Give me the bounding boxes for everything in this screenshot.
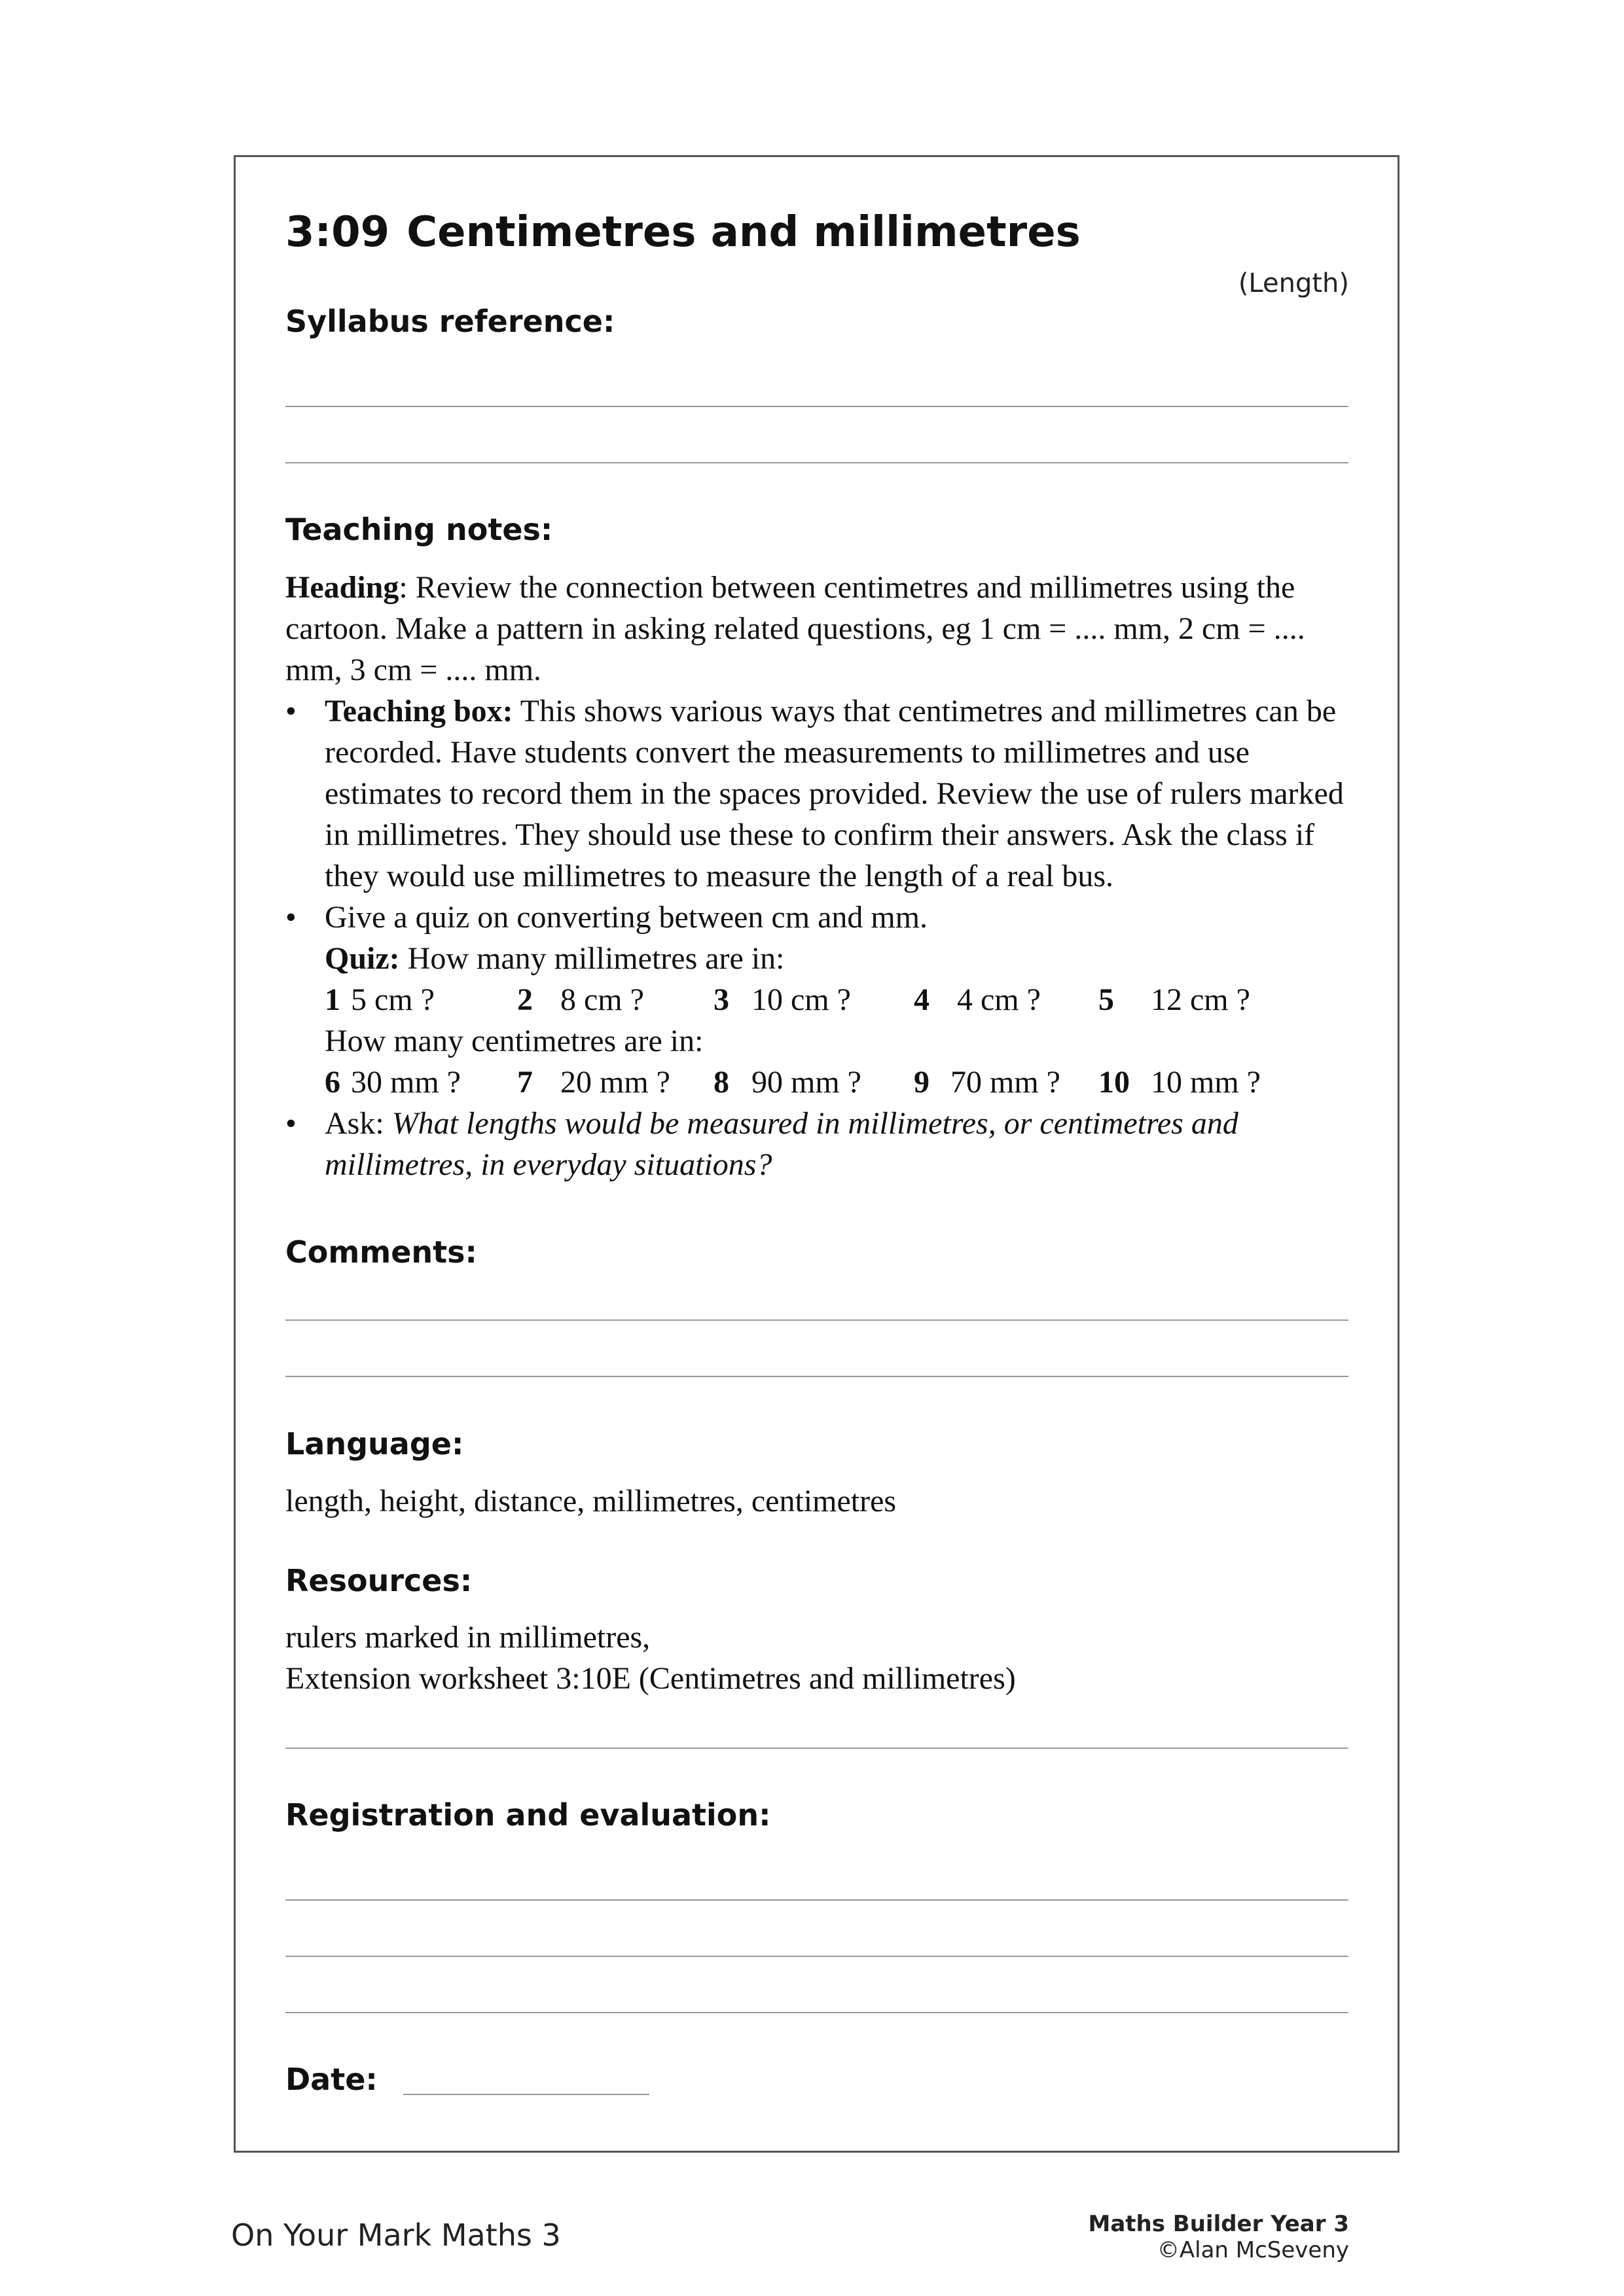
comments-heading: Comments: bbox=[285, 1234, 477, 1270]
list-item bbox=[285, 1103, 1348, 1185]
quiz-value: 5 cm ? bbox=[351, 982, 435, 1017]
list-item bbox=[285, 691, 1348, 897]
title-text: Centimetres and millimetres bbox=[406, 208, 1081, 257]
intro-paragraph bbox=[285, 567, 1348, 691]
resources-line bbox=[285, 1748, 1348, 1749]
quiz-value: 12 cm ? bbox=[1151, 982, 1250, 1017]
quiz-number: 10 bbox=[1098, 1065, 1130, 1100]
quiz-value: 10 mm ? bbox=[1151, 1065, 1261, 1100]
registration-line-2 bbox=[285, 1956, 1348, 1957]
quiz-number: 8 bbox=[713, 1065, 729, 1100]
quiz-question bbox=[914, 1062, 1098, 1103]
quiz-number: 6 bbox=[325, 1065, 340, 1100]
bullet1-lead: Teaching box: bbox=[325, 694, 513, 728]
bullet2-text: Give a quiz on converting between cm and mm. bbox=[325, 900, 928, 935]
quiz-question bbox=[713, 979, 914, 1020]
bullet3-text: What lengths would be measured in millimetres, or centimetres and millimetres, in everyday situations? bbox=[325, 1106, 1238, 1182]
comments-line-1 bbox=[285, 1319, 1348, 1321]
quiz-value: 20 mm ? bbox=[560, 1065, 670, 1100]
quiz-number: 3 bbox=[713, 982, 729, 1017]
quiz-question bbox=[1098, 1062, 1261, 1103]
quiz-value: 8 cm ? bbox=[560, 982, 644, 1017]
title-number: 3:09 bbox=[285, 208, 390, 257]
quiz-value: 90 mm ? bbox=[751, 1065, 861, 1100]
syllabus-line-1 bbox=[285, 406, 1348, 407]
list-item bbox=[285, 897, 1348, 1103]
quiz-prompt-1-text: How many millimetres are in: bbox=[399, 941, 785, 976]
bullet1-text: This shows various ways that centimetres and millimetres can be recorded. Have students convert the measurements to millimetres and use estimates to record them in the spaces provided. Review the use of rulers marked in millimetres. They should use these to confirm their answers. Ask the class if they would use millimetres to measure the length of a real bus. bbox=[325, 694, 1344, 893]
comments-line-2 bbox=[285, 1376, 1348, 1377]
syllabus-heading: Syllabus reference: bbox=[285, 304, 615, 339]
notes-list bbox=[285, 691, 1348, 1185]
quiz-question bbox=[325, 1062, 517, 1103]
language-heading: Language: bbox=[285, 1426, 464, 1462]
quiz-question bbox=[713, 1062, 914, 1103]
quiz-question bbox=[914, 979, 1098, 1020]
resources-line-1: rulers marked in millimetres, bbox=[285, 1620, 651, 1655]
footer-copyright: ©Alan McSeveny bbox=[1157, 2237, 1349, 2263]
registration-line-1 bbox=[285, 1899, 1348, 1901]
footer-book-title: On Your Mark Maths 3 bbox=[231, 2217, 561, 2253]
date-line bbox=[403, 2094, 649, 2095]
footer-series: Maths Builder Year 3 bbox=[1088, 2211, 1349, 2237]
quiz-question bbox=[325, 979, 517, 1020]
quiz-row-1 bbox=[325, 979, 1348, 1020]
quiz-prompt-1 bbox=[325, 938, 1348, 979]
quiz-number: 1 bbox=[325, 982, 340, 1017]
footer-credit bbox=[1088, 2211, 1349, 2263]
quiz-question bbox=[517, 979, 713, 1020]
quiz-number: 2 bbox=[517, 982, 533, 1017]
registration-heading: Registration and evaluation: bbox=[285, 1797, 771, 1833]
page-title bbox=[285, 208, 1081, 257]
resources-line-2: Extension worksheet 3:10E (Centimetres and millimetres) bbox=[285, 1661, 1016, 1696]
quiz-row-2 bbox=[325, 1062, 1348, 1103]
bullet-marker: • bbox=[285, 1106, 297, 1141]
resources-heading: Resources: bbox=[285, 1563, 473, 1598]
quiz-value: 10 cm ? bbox=[751, 982, 851, 1017]
syllabus-line-2 bbox=[285, 462, 1348, 463]
quiz-prompt-2: How many centimetres are in: bbox=[325, 1024, 704, 1058]
strand-label: (Length) bbox=[1238, 268, 1349, 298]
resources-body bbox=[285, 1617, 1348, 1699]
quiz-question bbox=[517, 1062, 713, 1103]
quiz-question bbox=[1098, 979, 1250, 1020]
teaching-notes-body bbox=[285, 567, 1348, 1185]
quiz-number: 9 bbox=[914, 1065, 929, 1100]
quiz-lead: Quiz: bbox=[325, 941, 400, 976]
bullet3-lead: Ask: bbox=[325, 1106, 392, 1141]
date-label: Date: bbox=[285, 2062, 378, 2097]
language-text: length, height, distance, millimetres, centimetres bbox=[285, 1484, 897, 1518]
bullet-marker: • bbox=[285, 900, 297, 935]
quiz-value: 4 cm ? bbox=[957, 982, 1041, 1017]
bullet-marker: • bbox=[285, 694, 297, 728]
quiz-number: 5 bbox=[1098, 982, 1114, 1017]
quiz-number: 4 bbox=[914, 982, 929, 1017]
intro-lead: Heading bbox=[285, 570, 399, 605]
quiz-value: 30 mm ? bbox=[351, 1065, 461, 1100]
intro-text: : Review the connection between centimetres and millimetres using the cartoon. Make a pattern in asking related questions, eg 1 cm = .... mm, 2 cm = .... mm, 3 cm = .... mm. bbox=[285, 570, 1305, 687]
quiz-number: 7 bbox=[517, 1065, 533, 1100]
teaching-notes-heading: Teaching notes: bbox=[285, 512, 553, 547]
registration-line-3 bbox=[285, 2012, 1348, 2013]
quiz-value: 70 mm ? bbox=[950, 1065, 1060, 1100]
